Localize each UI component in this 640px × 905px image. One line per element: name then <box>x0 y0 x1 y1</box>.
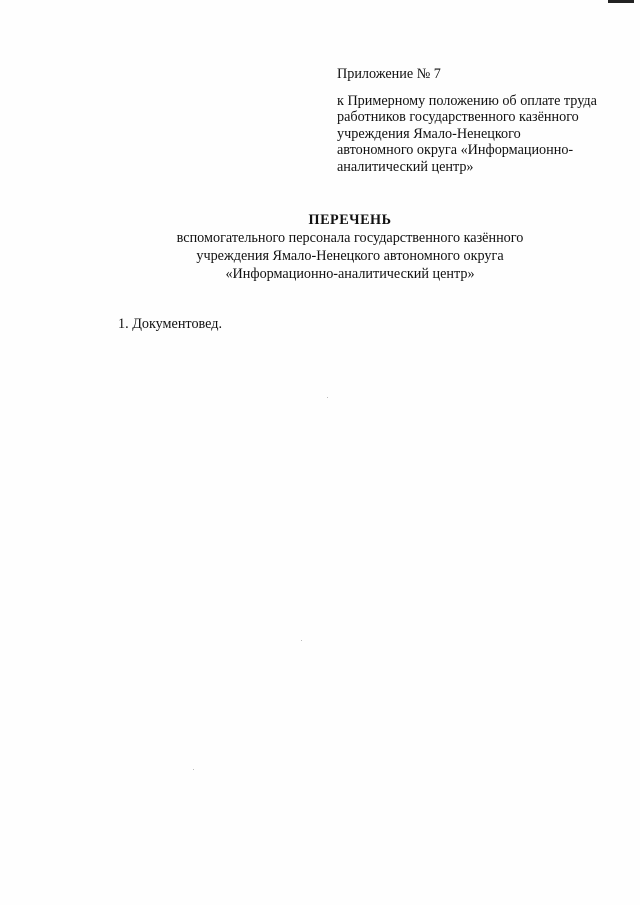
scan-speck <box>327 397 328 398</box>
document-title: ПЕРЕЧЕНЬ <box>308 212 392 228</box>
scan-mark <box>608 0 634 3</box>
list-item: 1. Документовед. <box>118 316 223 332</box>
scan-speck <box>301 640 302 641</box>
annex-block <box>337 66 627 175</box>
annex-number: Приложение № 7 <box>337 66 441 82</box>
document-subtitle: вспомогательного персонала государственного казённого учреждения Ямало-Ненецкого автономного округа «Информационно-аналитический центр» <box>176 230 524 282</box>
heading-block <box>100 211 600 283</box>
scan-speck <box>193 769 194 770</box>
position-list <box>118 315 222 333</box>
annex-reference: к Примерному положению об оплате труда работников государственного казённого учреждения Ямало-Ненецкого автономного округа «Информационно- аналитический центр» <box>337 92 597 175</box>
